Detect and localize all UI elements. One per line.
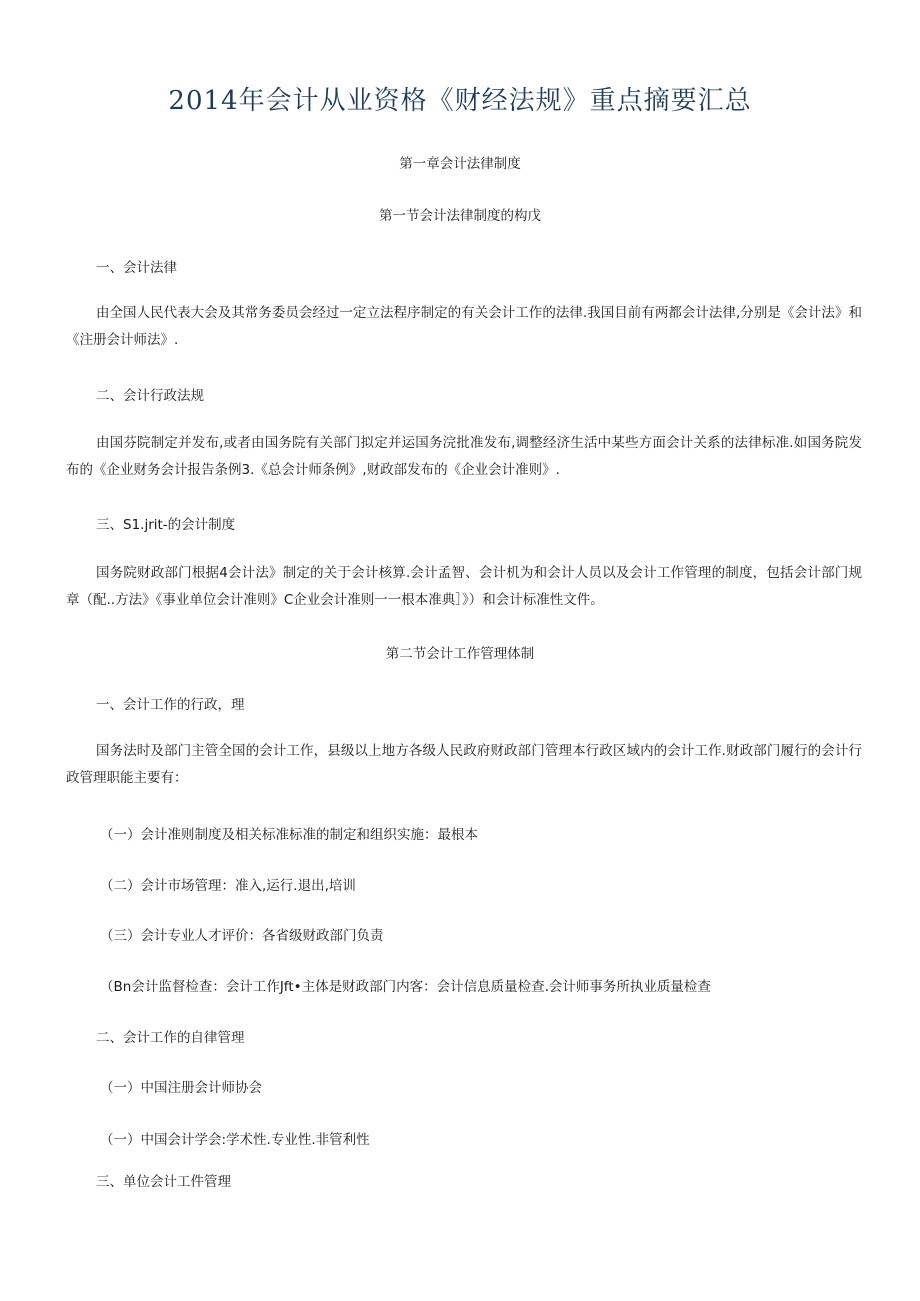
chapter-heading: 第一章会计法律制度 (399, 156, 521, 172)
paragraph-accounting-system: 国务院财政部门根据4会计法》制定的关于会计核算.会计孟智、会计机为和会计人员以及会计工作管理的制度，包括会计部门规章（配..方法》《事业单位会计准则》C企业会计准则一一根本准典］》）和会计标准性文件。 (66, 565, 862, 608)
paragraph-admin-regulations: 由国芬院制定并发布,或者由国务院有关部门拟定并运国务浣批准发布,调整经济生活中某些方面会计关系的法律标准.如国务院发布的《企业财务会计报告条例3.《总会计师条例》,财政部发布的《企业会计准则》. (66, 435, 862, 478)
section-heading-1: 第一节会计法律制度的构戊 (379, 208, 541, 224)
section-heading-2: 第二节会计工作管理体制 (385, 646, 535, 662)
heading-accounting-system: 三、S1.jrit-的会计制度 (96, 517, 236, 533)
paragraph-admin-management: 国务法时及部门主管全国的会计工作，县级以上地方各级人民政府财政部门管理本行政区域内的会计工作.财政部门履行的会计行政管理职能主要有： (66, 743, 862, 786)
list-item-market: （二）会计市场管理：准入,运行.退出,培训 (100, 878, 356, 894)
heading-self-regulation: 二、会计工作的自律管理 (96, 1030, 245, 1046)
heading-admin-regulations: 二、会计行政法规 (96, 388, 204, 404)
list-item-accounting-society: （一）中国会计学会:学术性.专业性.非管利性 (100, 1132, 370, 1148)
list-item-standards: （一）会计准则制度及相关标准标准的制定和组织实施：最根本 (100, 827, 478, 843)
heading-accounting-law: 一、会计法律 (96, 260, 177, 276)
heading-unit-management: 三、单位会计工件管理 (96, 1174, 231, 1190)
list-item-talent: （三）会计专业人才评价：各省级财政部门负责 (100, 928, 384, 944)
heading-admin-management: 一、会计工作的行政，理 (96, 697, 245, 713)
paragraph-accounting-law: 由全国人民代表大会及其常务委员会经过一定立法程序制定的有关会计工作的法律.我国目前有两都会计法律,分别是《会计法》和《注册会计师法》. (66, 305, 862, 348)
list-item-cpa-association: （一）中国注册会计师协会 (100, 1080, 262, 1096)
list-item-supervision: （Bn会计监督检查：会计工作Jft•主体是财政部门内客：会计信息质量检查.会计师事务所执业质量检查 (100, 979, 711, 995)
document-title: 2014年会计从业资格《财经法规》重点摘要汇总 (168, 86, 752, 116)
